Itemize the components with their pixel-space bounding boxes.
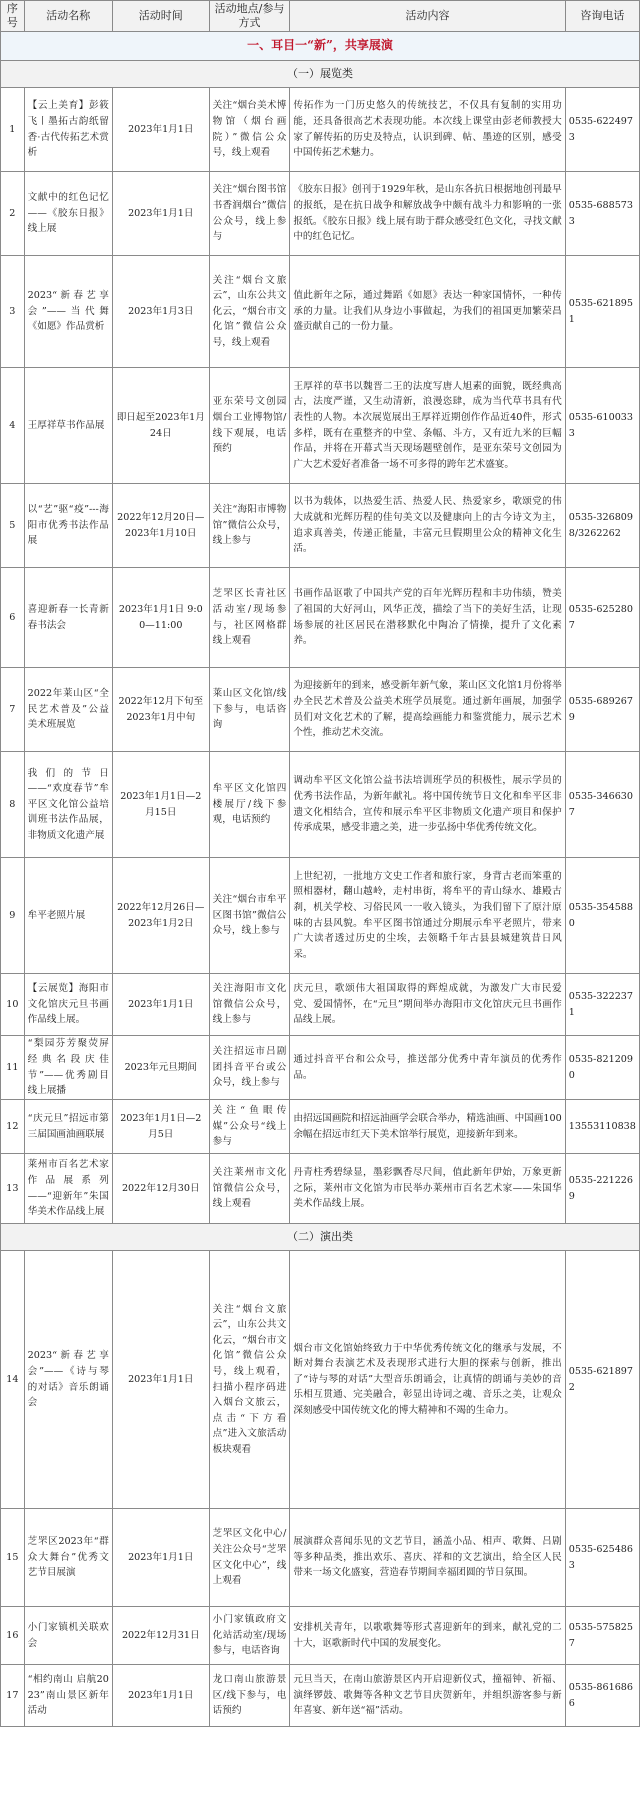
header-place: 活动地点/参与方式 (209, 1, 290, 32)
row-activity-content: 通过抖音平台和公众号，推送部分优秀中青年演员的优秀作品。 (290, 1036, 565, 1100)
table-row (1, 1036, 640, 1100)
row-activity-name: 我们的节日——“欢度春节”牟平区文化馆公益培训班书法作品展，非物质文化遗产展 (24, 752, 112, 858)
row-activity-time: 2023年1月1日 (112, 1251, 209, 1509)
row-activity-content: 调动牟平区文化馆公益书法培训班学员的积极性，展示学员的优秀书法作品，为新年献礼。将中国传统节日文化和牟平区非遗文化相结合，宣传和展示牟平区非物质文化遗产项目和保护传承成果，感受非遗之美，进一步弘扬中华优秀传统文化。 (290, 752, 565, 858)
row-activity-name: 2023“新春艺享会”——当代舞《如愿》作品赏析 (24, 256, 112, 368)
header-time: 活动时间 (112, 1, 209, 32)
row-phone: 13553110838 (565, 1100, 639, 1154)
subsection-exhibition-row (1, 61, 640, 88)
header-row (1, 1, 640, 32)
row-phone: 0535-2212269 (565, 1154, 639, 1224)
row-activity-place: 关注海阳市文化馆微信公众号，线上参与 (209, 974, 290, 1036)
subsection-performance-row (1, 1224, 640, 1251)
row-phone: 0535-6892679 (565, 668, 639, 752)
row-activity-name: 莱州市百名艺术家作品展系列——“迎新年”朱国华美术作品线上展 (24, 1154, 112, 1224)
row-activity-content: 为迎接新年的到来，感受新年新气象，莱山区文化馆1月份将举办全民艺术普及公益美术班学员展览。通过新年画展，加强学员们对文化艺术的了解，提高绘画能力和鉴赏能力，展示艺术个性，推动艺术交流。 (290, 668, 565, 752)
row-activity-time: 2023年元旦期间 (112, 1036, 209, 1100)
row-no: 16 (1, 1607, 25, 1665)
row-activity-time: 2022年12月20日—2023年1月10日 (112, 484, 209, 568)
row-activity-content: 丹青柱秀碧绿显，墨彩飘香尽尺间，值此新年伊始，万象更新之际，莱州市文化馆为市民举办莱州市百名艺术家——朱国华美术作品线上展。 (290, 1154, 565, 1224)
table-row (1, 668, 640, 752)
row-activity-time: 2023年1月1日—2月5日 (112, 1100, 209, 1154)
row-activity-name: “梨园芬芳聚荧屏 经典名段庆佳节”——优秀剧目线上展播 (24, 1036, 112, 1100)
subsection-performance: （二）演出类 (1, 1224, 640, 1251)
row-activity-content: 值此新年之际，通过舞蹈《如愿》表达一种家国情怀，一种传承的力量。让我们从身边小事做起，为我们的祖国更加繁荣昌盛贡献自己的一份力量。 (290, 256, 565, 368)
row-activity-place: 关注“烟台市牟平区图书馆”微信公众号，线上参与 (209, 858, 290, 974)
row-phone: 0535-5758257 (565, 1607, 639, 1665)
row-activity-content: 传拓作为一门历史悠久的传统技艺，不仅具有复制的实用功能，还具备很高艺术表现功能。本次线上课堂由彭老师教授大家了解传拓的历史及特点，认识到碑、帖、墨迹的区别，感受中国传拓艺术魅力。 (290, 88, 565, 172)
row-activity-name: 文献中的红色记忆——《胶东日报》线上展 (24, 172, 112, 256)
row-activity-name: “相约南山 启航2023”南山景区新年活动 (24, 1665, 112, 1727)
row-activity-name: 2022年莱山区“全民艺术普及”公益美术班展览 (24, 668, 112, 752)
row-no: 15 (1, 1509, 25, 1607)
row-activity-place: 关注“海阳市博物馆”微信公众号，线上参与 (209, 484, 290, 568)
row-activity-place: 关注“烟台文旅云”，山东公共文化云，“烟台市文化馆”微信公众号，线上观看，扫描小程序码进入烟台文旅云，点击“下方看点”进入文旅活动板块观看 (209, 1251, 290, 1509)
row-activity-content: 烟台市文化馆始终致力于中华优秀传统文化的继承与发展，不断对舞台表演艺术及表现形式进行大胆的探索与创新，推出了“诗与琴的对话”大型音乐朗诵会，让真情的朗诵与美妙的音乐相互贯通、完美融合，彰显出诗词之魂、音乐之美，让观众深刻感受中国传统文化的博大精神和不竭的生命力。 (290, 1251, 565, 1509)
row-phone: 0535-3268098/3262262 (565, 484, 639, 568)
section-title-row (1, 32, 640, 61)
table-row (1, 368, 640, 484)
row-activity-time: 2022年12月26日—2023年1月2日 (112, 858, 209, 974)
row-no: 10 (1, 974, 25, 1036)
row-activity-content: 上世纪初，一批地方文史工作者和旅行家，身背古老而笨重的照相器材，翻山越岭，走村串街，将牟平的青山绿水、雄殿古刹，机关学校、习俗民风一一收入镜头，为我们留下了原汁原味的古县风貌。牟平区图书馆通过分期展示牟平老照片，带来广大读者透过历史的尘埃，去领略千年古县县城建筑昔日风采。 (290, 858, 565, 974)
row-no: 12 (1, 1100, 25, 1154)
row-activity-name: 【云展览】海阳市文化馆庆元旦书画作品线上展。 (24, 974, 112, 1036)
row-phone: 0535-6224973 (565, 88, 639, 172)
row-no: 1 (1, 88, 25, 172)
row-activity-place: 亚东荣号文创园烟台工业博物馆/线下观展，电话预约 (209, 368, 290, 484)
row-no: 3 (1, 256, 25, 368)
row-activity-place: 关注“烟台图书馆书香润烟台”微信公众号，线上参与 (209, 172, 290, 256)
row-no: 6 (1, 568, 25, 668)
row-phone: 0535-6885733 (565, 172, 639, 256)
row-phone: 0535-6218951 (565, 256, 639, 368)
row-activity-time: 2022年12月31日 (112, 1607, 209, 1665)
section-title: 一、耳目一“新”，共享展演 (1, 32, 640, 61)
row-no: 17 (1, 1665, 25, 1727)
row-activity-name: 以“艺”驱“疫”---海阳市优秀书法作品展 (24, 484, 112, 568)
table-row (1, 858, 640, 974)
row-activity-place: 莱山区文化馆/线下参与，电话咨询 (209, 668, 290, 752)
row-phone: 0535-6252807 (565, 568, 639, 668)
table-row (1, 256, 640, 368)
table-row (1, 88, 640, 172)
row-activity-content: 安排机关青年，以歌歌舞等形式喜迎新年的到来，献礼党的二十大，讴歌新时代中国的发展变化。 (290, 1607, 565, 1665)
row-activity-name: 牟平老照片展 (24, 858, 112, 974)
row-no: 11 (1, 1036, 25, 1100)
row-activity-place: 芝罘区文化中心/关注公众号“芝罘区文化中心”，线上观看 (209, 1509, 290, 1607)
row-activity-name: 2023“新春艺享会”——《诗与琴的对话》音乐朗诵会 (24, 1251, 112, 1509)
row-phone: 0535-8616866 (565, 1665, 639, 1727)
row-activity-place: 关注“烟台文旅云”，山东公共文化云，“烟台市文化馆”微信公众号，线上观看 (209, 256, 290, 368)
row-phone: 0535-3545880 (565, 858, 639, 974)
row-activity-name: 【云上美育】彭筱飞丨墨拓古韵纸留香·古代传拓艺术赏析 (24, 88, 112, 172)
row-activity-time: 2023年1月1日 (112, 172, 209, 256)
row-activity-content: 书画作品讴歌了中国共产党的百年光辉历程和丰功伟绩，赞美了祖国的大好河山，风华正茂，描绘了当下的美好生活，让现场参展的社区居民在潜移默化中陶冶了情操，提升了文化素养。 (290, 568, 565, 668)
subsection-exhibition: （一）展览类 (1, 61, 640, 88)
row-activity-time: 2023年1月1日 (112, 1665, 209, 1727)
row-activity-content: 展演群众喜闻乐见的文艺节目，涵盖小品、相声、歌舞、吕剧等多种品类，推出欢乐、喜庆、祥和的文艺演出，给全区人民带来一场文化盛宴，营造春节期间幸福团圆的节日氛围。 (290, 1509, 565, 1607)
row-activity-time: 2023年1月1日—2月15日 (112, 752, 209, 858)
row-activity-place: 关注招远市吕剧团抖音平台或公众号，线上参与 (209, 1036, 290, 1100)
row-activity-place: 关注莱州市文化馆微信公众号，线上观看 (209, 1154, 290, 1224)
row-activity-place: 小门家镇政府文化站活动室/现场参与，电话咨询 (209, 1607, 290, 1665)
row-activity-content: 由招远国画院和招远油画学会联合举办，精选油画、中国画100余幅在招远市红天下美术馆举行展览，迎接新年到来。 (290, 1100, 565, 1154)
row-activity-name: 小门家镇机关联欢会 (24, 1607, 112, 1665)
row-phone: 0535-8212090 (565, 1036, 639, 1100)
row-phone: 0535-3222371 (565, 974, 639, 1036)
row-activity-content: 元旦当天，在南山旅游景区内开启迎新仪式，撞福钟、祈福、演绎锣鼓、歌舞等各种文艺节目庆贺新年，并组织游客参与新年喜宴、新年送“福”活动。 (290, 1665, 565, 1727)
row-activity-time: 2022年12月下旬至2023年1月中旬 (112, 668, 209, 752)
row-phone: 0535-6254863 (565, 1509, 639, 1607)
header-name: 活动名称 (24, 1, 112, 32)
row-activity-place: 关注“鱼眼传媒”公众号“线上参与 (209, 1100, 290, 1154)
table-row (1, 568, 640, 668)
table-row (1, 1509, 640, 1607)
row-no: 7 (1, 668, 25, 752)
row-phone: 0535-6218972 (565, 1251, 639, 1509)
row-activity-place: 龙口南山旅游景区/线下参与，电话预约 (209, 1665, 290, 1727)
row-no: 2 (1, 172, 25, 256)
row-activity-time: 2023年1月1日 (112, 1509, 209, 1607)
row-activity-content: 以书为载体，以热爱生活、热爱人民、热爱家乡，歌颂党的伟大成就和光辉历程的佳句美文以及健康向上的古今诗文为主，追求真善美，传递正能量，丰富元旦假期里公众的精神文化生活。 (290, 484, 565, 568)
row-activity-time: 即日起至2023年1月24日 (112, 368, 209, 484)
row-no: 5 (1, 484, 25, 568)
row-no: 13 (1, 1154, 25, 1224)
row-activity-place: 关注“烟台美术博物馆（烟台画院）”微信公众号，线上观看 (209, 88, 290, 172)
row-activity-place: 芝罘区长青社区活动室/现场参与，社区网格群线上观看 (209, 568, 290, 668)
table-row (1, 974, 640, 1036)
table-row (1, 1154, 640, 1224)
row-activity-time: 2023年1月1日 9:00—11:00 (112, 568, 209, 668)
table-row (1, 172, 640, 256)
row-no: 9 (1, 858, 25, 974)
row-phone: 0535-6100333 (565, 368, 639, 484)
table-row (1, 1665, 640, 1727)
row-activity-content: 《胶东日报》创刊于1929年秋，是山东各抗日根据地创刊最早的报纸，是在抗日战争和解放战争中颇有战斗力和影响的一张报纸。《胶东日报》线上展有助于群众感受红色文化，寻找文献中的红色记忆。 (290, 172, 565, 256)
row-activity-name: 芝罘区2023年“群众大舞台”优秀文艺节目展演 (24, 1509, 112, 1607)
row-no: 4 (1, 368, 25, 484)
row-no: 14 (1, 1251, 25, 1509)
table-row (1, 1100, 640, 1154)
table-row (1, 1251, 640, 1509)
header-no: 序号 (1, 1, 25, 32)
row-activity-name: 王厚祥草书作品展 (24, 368, 112, 484)
row-activity-name: 喜迎新春一长青新春书法会 (24, 568, 112, 668)
table-row (1, 484, 640, 568)
header-phone: 咨询电话 (565, 1, 639, 32)
row-phone: 0535-3466307 (565, 752, 639, 858)
row-no: 8 (1, 752, 25, 858)
row-activity-time: 2023年1月1日 (112, 88, 209, 172)
table-row (1, 752, 640, 858)
row-activity-time: 2023年1月3日 (112, 256, 209, 368)
row-activity-time: 2023年1月1日 (112, 974, 209, 1036)
row-activity-place: 牟平区文化馆四楼展厅/线下参观，电话预约 (209, 752, 290, 858)
row-activity-content: 庆元旦，歌颂伟大祖国取得的辉煌成就，为激发广大市民爱党、爱国情怀，在“元旦”期间举办海阳市文化馆庆元旦书画作品线上展。 (290, 974, 565, 1036)
header-content: 活动内容 (290, 1, 565, 32)
row-activity-name: “庆元旦”招远市第三届国画油画联展 (24, 1100, 112, 1154)
row-activity-content: 王厚祥的草书以魏晋二王的法度写唐人旭素的面貌，既经典高古，法度严谨，又生动清新，浪漫恣肆，成为当代草书具有代表性的人物。本次展览展出王厚祥近期创作作品近40件，形式多样，既有在重整齐的中堂、条幅、斗方，又有近九米的巨幅作品，并将在开幕式当天现场题壁创作，是亚东荣号文创园为广大艺术爱好者准备一场不可多得的跨年艺术盛宴。 (290, 368, 565, 484)
row-activity-time: 2022年12月30日 (112, 1154, 209, 1224)
table-row (1, 1607, 640, 1665)
